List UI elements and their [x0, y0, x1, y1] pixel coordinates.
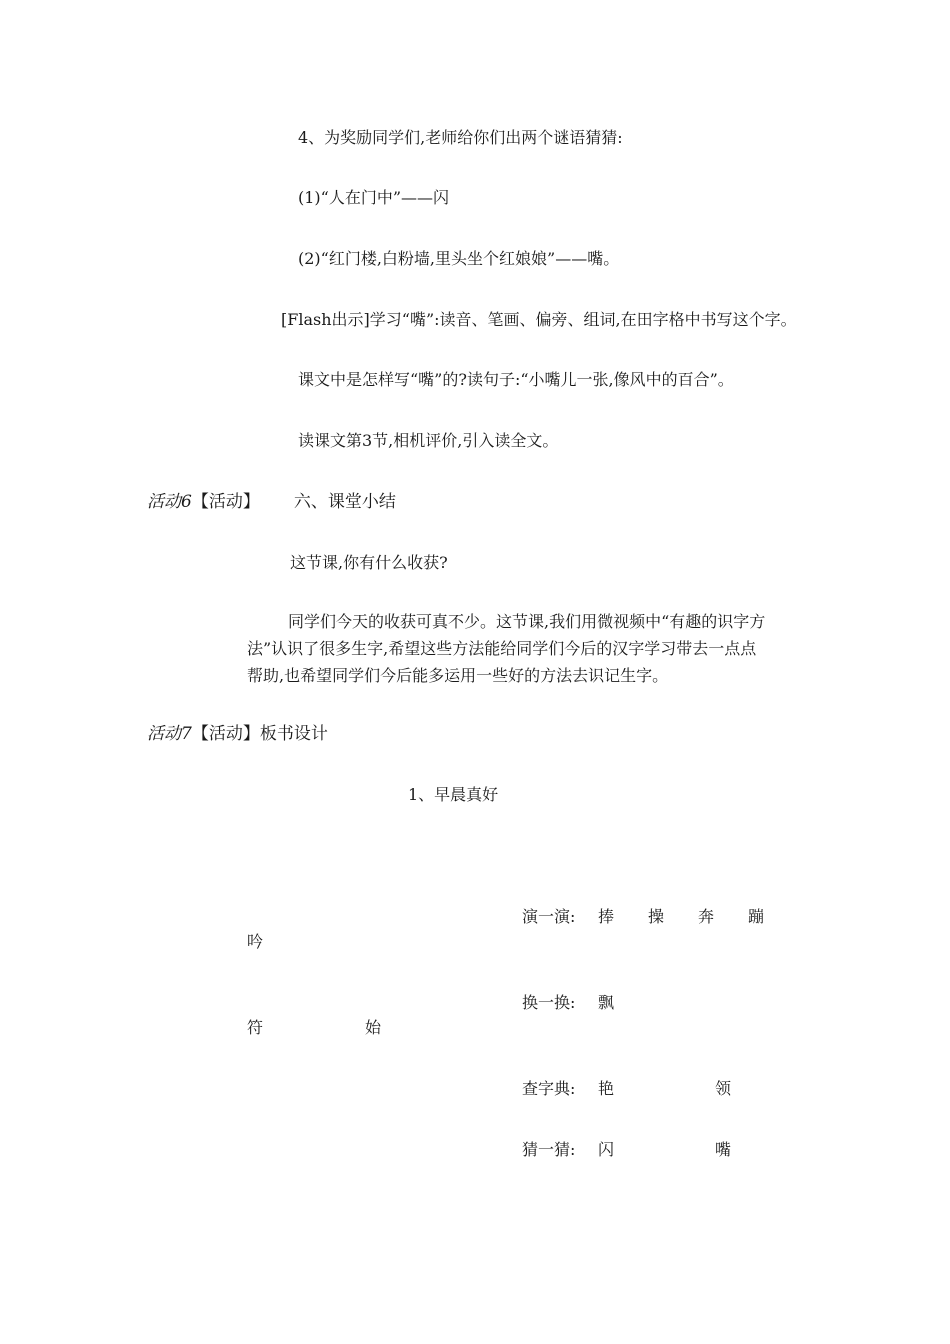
- board-char: 捧: [598, 907, 615, 926]
- activity6-tag: 【活动】: [191, 492, 260, 512]
- board-char: 奔: [698, 907, 715, 926]
- summary-line: 帮助,也希望同学们今后能多运用一些好的方法去识记生字。: [247, 666, 669, 685]
- activity7-tag: 【活动】: [191, 724, 260, 744]
- board-char: 操: [648, 907, 665, 926]
- board-char: 飘: [598, 993, 615, 1012]
- board-char: 闪: [598, 1140, 615, 1159]
- riddle-intro: 4、为奖励同学们,老师给你们出两个谜语猜猜:: [298, 128, 623, 147]
- board-row-label: 换一换:: [522, 993, 576, 1012]
- board-title: 1、早晨真好: [408, 785, 499, 804]
- activity7-heading: [147, 724, 328, 744]
- board-row-label: 查字典:: [522, 1079, 576, 1098]
- summary-paragraph: [247, 608, 807, 689]
- riddle-one: (1)“人在门中”——闪: [298, 188, 450, 207]
- board-row-label: 猜一猜:: [522, 1140, 576, 1159]
- text-question: 课文中是怎样写“嘴”的?读句子:“小嘴儿一张,像风中的百合”。: [298, 370, 734, 389]
- activity6-heading: [147, 492, 396, 512]
- board-char: 领: [715, 1079, 732, 1098]
- activity6-label: 活动6: [147, 492, 192, 512]
- board-char: 吟: [247, 932, 264, 951]
- board-char: 艳: [598, 1079, 615, 1098]
- activity6-title: 六、课堂小结: [293, 492, 396, 512]
- activity7-title: 板书设计: [259, 724, 328, 744]
- summary-line: 同学们今天的收获可真不少。这节课,我们用微视频中“有趣的识字方: [288, 612, 766, 631]
- activity7-label: 活动7: [147, 724, 192, 744]
- flash-instruction: [Flash出示]学习“嘴”:读音、笔画、偏旁、组词,在田字格中书写这个字。: [281, 310, 797, 329]
- board-char: 符: [247, 1018, 264, 1037]
- summary-question: 这节课,你有什么收获?: [290, 553, 448, 572]
- board-char: 嘴: [715, 1140, 732, 1159]
- board-char: 始: [365, 1018, 382, 1037]
- board-row-label: 演一演:: [522, 907, 576, 926]
- read-instruction: 读课文第3节,相机评价,引入读全文。: [298, 431, 559, 450]
- riddle-two: (2)“红门楼,白粉墙,里头坐个红娘娘”——嘴。: [298, 249, 620, 268]
- summary-line: 法”认识了很多生字,希望这些方法能给同学们今后的汉字学习带去一点点: [247, 639, 757, 658]
- board-char: 蹦: [748, 907, 765, 926]
